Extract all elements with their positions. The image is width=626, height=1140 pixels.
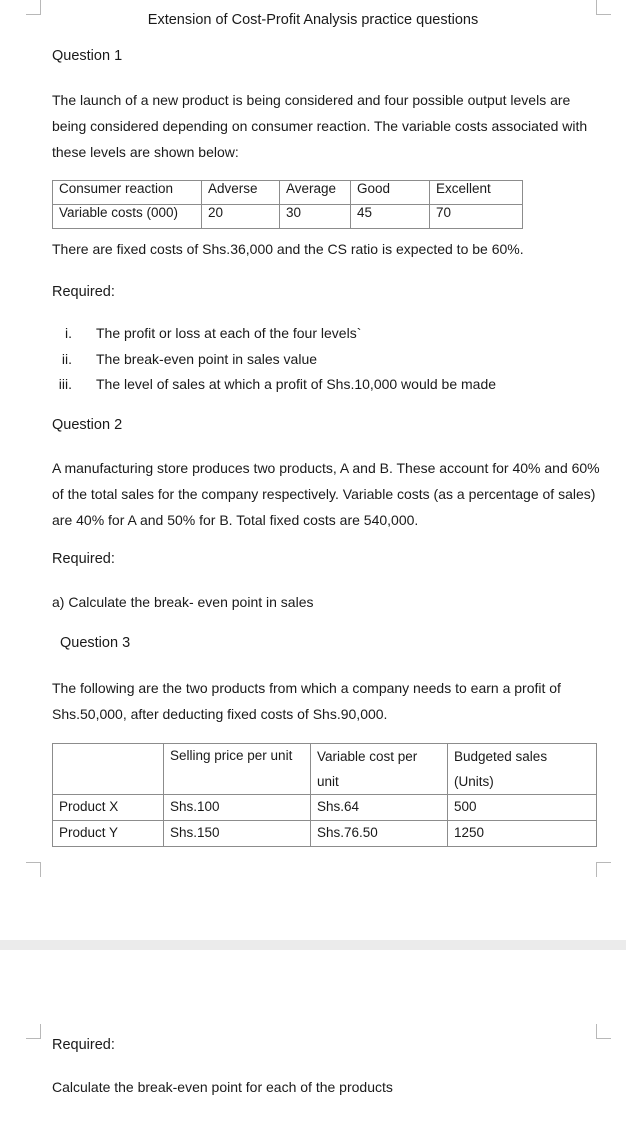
question-3-required-label: Required: (52, 1037, 115, 1053)
table-cell: 45 (351, 205, 430, 229)
table-row (53, 181, 523, 205)
question-2-intro: A manufacturing store produces two products, A and B. These account for 40% and 60% of the total sales for the company respectively. Variable costs (as a percentage of sales) are 40% for A and 50% for B. Total fixed costs are 540,000. (52, 460, 600, 528)
products-table (52, 743, 597, 847)
table-row (53, 205, 523, 229)
page-break (0, 940, 626, 950)
table-cell: 30 (280, 205, 351, 229)
table-cell: Adverse (202, 181, 280, 205)
question-2-item-a: a) Calculate the break- even point in sales (52, 594, 314, 610)
page-corner-mark (26, 1024, 41, 1039)
question-1-intro: The launch of a new product is being considered and four possible output levels are being considered depending on consumer reaction. The variable costs associated with these levels are shown below: (52, 92, 588, 160)
question-1-heading: Question 1 (52, 48, 123, 64)
list-item: The break-even point in sales value (96, 351, 318, 367)
table-header-cell: Budgeted sales (Units) (448, 744, 597, 795)
table-cell: Shs.100 (164, 795, 311, 821)
table-row (53, 821, 597, 847)
table-cell: 500 (448, 795, 597, 821)
table-header-cell (53, 744, 164, 795)
table-cell: Shs.76.50 (311, 821, 448, 847)
document-title: Extension of Cost-Profit Analysis practice questions (147, 12, 479, 28)
question-3-instruction: Calculate the break-even point for each of the products (52, 1079, 393, 1095)
table-cell: Variable costs (000) (53, 205, 202, 229)
question-3-heading: Question 3 (60, 635, 131, 651)
table-cell: Product X (53, 795, 164, 821)
table-row (53, 795, 597, 821)
table-cell: Good (351, 181, 430, 205)
list-item: The profit or loss at each of the four levels` (96, 325, 362, 341)
list-item-number: ii. (61, 351, 72, 367)
table-cell: Product Y (53, 821, 164, 847)
table-cell: 1250 (448, 821, 597, 847)
table-cell: Excellent (430, 181, 523, 205)
fixed-costs-note: There are fixed costs of Shs.36,000 and the CS ratio is expected to be 60%. (52, 241, 524, 257)
page-corner-mark (26, 862, 41, 877)
variable-costs-table (52, 180, 523, 229)
table-cell: 20 (202, 205, 280, 229)
page-corner-mark (596, 862, 611, 877)
question-2-heading: Question 2 (52, 417, 123, 433)
table-header-cell: Selling price per unit (164, 744, 311, 795)
list-item-number: iii. (58, 376, 72, 392)
table-cell: Shs.64 (311, 795, 448, 821)
question-1-required-label: Required: (52, 284, 115, 300)
table-cell: Shs.150 (164, 821, 311, 847)
question-3-intro: The following are the two products from which a company needs to earn a profit of Shs.50,000, after deducting fixed costs of Shs.90,000. (52, 680, 561, 722)
table-cell: Average (280, 181, 351, 205)
table-header-cell: Variable cost per unit (311, 744, 448, 795)
list-item: The level of sales at which a profit of Shs.10,000 would be made (96, 376, 497, 392)
table-cell: Consumer reaction (53, 181, 202, 205)
table-header-row (53, 744, 597, 795)
question-2-required-label: Required: (52, 551, 115, 567)
table-cell: 70 (430, 205, 523, 229)
page-corner-mark (596, 1024, 611, 1039)
list-item-number: i. (65, 325, 72, 341)
